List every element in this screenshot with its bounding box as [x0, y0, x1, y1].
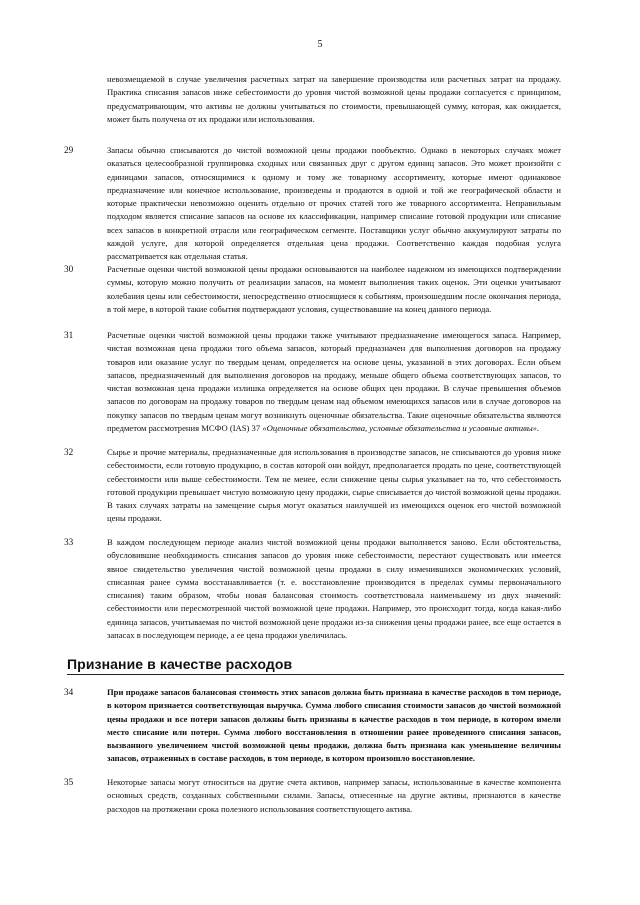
paragraph-number: 32	[64, 447, 74, 457]
paragraph-text: Сырье и прочие материалы, предназначенные для использования в производстве запасов, не списываются до уровня ниже себестоимости, если готовую продукцию, в состав которой они войдут, предполагается продать по цене, соответствующей себестоимости или выше себестоимости. Тем не менее, если снижение цены сырья указывает на то, что себестоимость готовой продукции превышает чистую возможную цену продажи, сырье списывается до чистой возможной цены продажи. В таких случаях затраты на замещение сырья могут оказаться наилучшей из имеющихся оценок его чистой возможной цены продажи.	[107, 447, 561, 524]
paragraph-text: Запасы обычно списываются до чистой возможной цены продажи пообъектно. Однако в некоторых случаях может оказаться целесообразной группировка сходных или связанных друг с другом единиц запасов. Это может произойти с единицами запасов, относящимися к одному и тому же товарному ассортименту, которые имеют одинаковое предназначение или конечное использование, произведены и продаются в одной и той же географической области и которые практически невозможно оценить отдельно от прочих статей того же товарного ассортимента. Неправильным подходом является списание запасов на основе их классификации, например списание готовой продукции или списание всех запасов в конкретной отрасли или географическом сегменте. Поставщики услуг обычно аккумулируют затраты по каждой услуге, для которой определяется отдельная цена продажи. Соответственно каждая подобная услуга рассматривается как отдельная статья.	[107, 145, 561, 262]
paragraph-number: 31	[64, 330, 74, 340]
page-number: 5	[317, 39, 323, 50]
paragraph-text	[107, 329, 561, 435]
paragraph-number: 34	[64, 687, 74, 697]
section-heading: Признание в качестве расходов	[67, 656, 293, 672]
paragraph-number: 29	[64, 145, 74, 155]
paragraph-text: Некоторые запасы могут относиться на другие счета активов, например запасы, использованные в качестве компонента основных средств, созданных собственными силами. Запасы, отнесенные на другие активы, признаются в качестве расходов на протяжении срока полезного использования соответствующего актива.	[107, 777, 561, 814]
paragraph-text: При продаже запасов балансовая стоимость этих запасов должна быть признана в качестве расходов в том периоде, в котором признается соответствующая выручка. Сумма любого списания стоимости запасов до чистой возможной цены продажи и все потери запасов должны быть признаны в качестве расходов в том периоде, в котором имели место списание или потери. Сумма любого восстановления в отношении ранее проведенного списания запасов, вызванного увеличением чистой возможной цены продажи, должна быть признана как уменьшение величины запасов, отраженных в составе расходов, в том периоде, в котором произошло восстановление.	[107, 687, 561, 764]
standard-title: «Оценочные обязательства, условные обязательства и условные активы».	[262, 423, 540, 434]
paragraph-body: Расчетные оценки чистой возможной цены продажи также учитывают предназначение имеющегося запаса. Например, чистая возможная цена продажи того объема запасов, который предназначен для выполнения договоров на продажу товаров или оказание услуг по твердым ценам, определяется на основе цены, указанной в этих договорах. Если объем запасов, предназначенный для выполнения договоров на продажу, меньше общего объема соответствующих запасов, то чистая возможная цена продажи излишка определяется на основе общих цен продажи. В случае превышения объемов запасов по договорам на продажу товаров по твердым ценам над объемом имеющихся запасов или в случае договоров на покупку запасов по твердым ценам могут возникнуть оценочные обязательства. Такие оценочные обязательства являются предметом рассмотрения МСФО (IAS) 37	[107, 330, 561, 434]
paragraph-number: 30	[64, 264, 74, 274]
paragraph-text: Расчетные оценки чистой возможной цены продажи основываются на наиболее надежном из имеющихся подтверждении суммы, которую можно получить от реализации запасов, на момент выполнения таких оценок. Эти оценки учитывают колебания цены или себестоимости, непосредственно относящиеся к событиям, произошедшим после окончания периода, в той мере, в которой такие события подтверждают условия, существовавшие на конец данного периода.	[107, 264, 561, 314]
paragraph-text: невозмещаемой в случае увеличения расчетных затрат на завершение производства или расчетных затрат на продажу. Практика списания запасов ниже себестоимости до уровня чистой возможной цены продажи согласуется с принципом, предусматривающим, что активы не должны учитываться по стоимости, превышающей сумму, которая, как ожидается, может быть получена от их продажи или использования.	[107, 74, 561, 124]
paragraph-number: 33	[64, 537, 74, 547]
heading-underline	[67, 674, 564, 675]
paragraph-number: 35	[64, 777, 74, 787]
paragraph-text: В каждом последующем периоде анализ чистой возможной цены продажи выполняется заново. Если обстоятельства, обусловившие необходимость списания запасов до уровня ниже себестоимости, перестают существовать или имеется явное свидетельство увеличения чистой возможной цены продажи в силу изменившихся экономических условий, списанная ранее сумма восстанавливается (т. е. восстановление производится в пределах суммы первоначального списания) таким образом, чтобы новая балансовая стоимость соответствовала наименьшему из двух значений: себестоимости или пересмотренной чистой возможной цене продажи. Например, это происходит тогда, когда какая-либо единица запасов, учитываемая по чистой возможной цене продажи из-за снижения цены продажи ранее, все еще остается в запасах в последующем периоде, а ее цена продажи увеличилась.	[107, 537, 561, 641]
